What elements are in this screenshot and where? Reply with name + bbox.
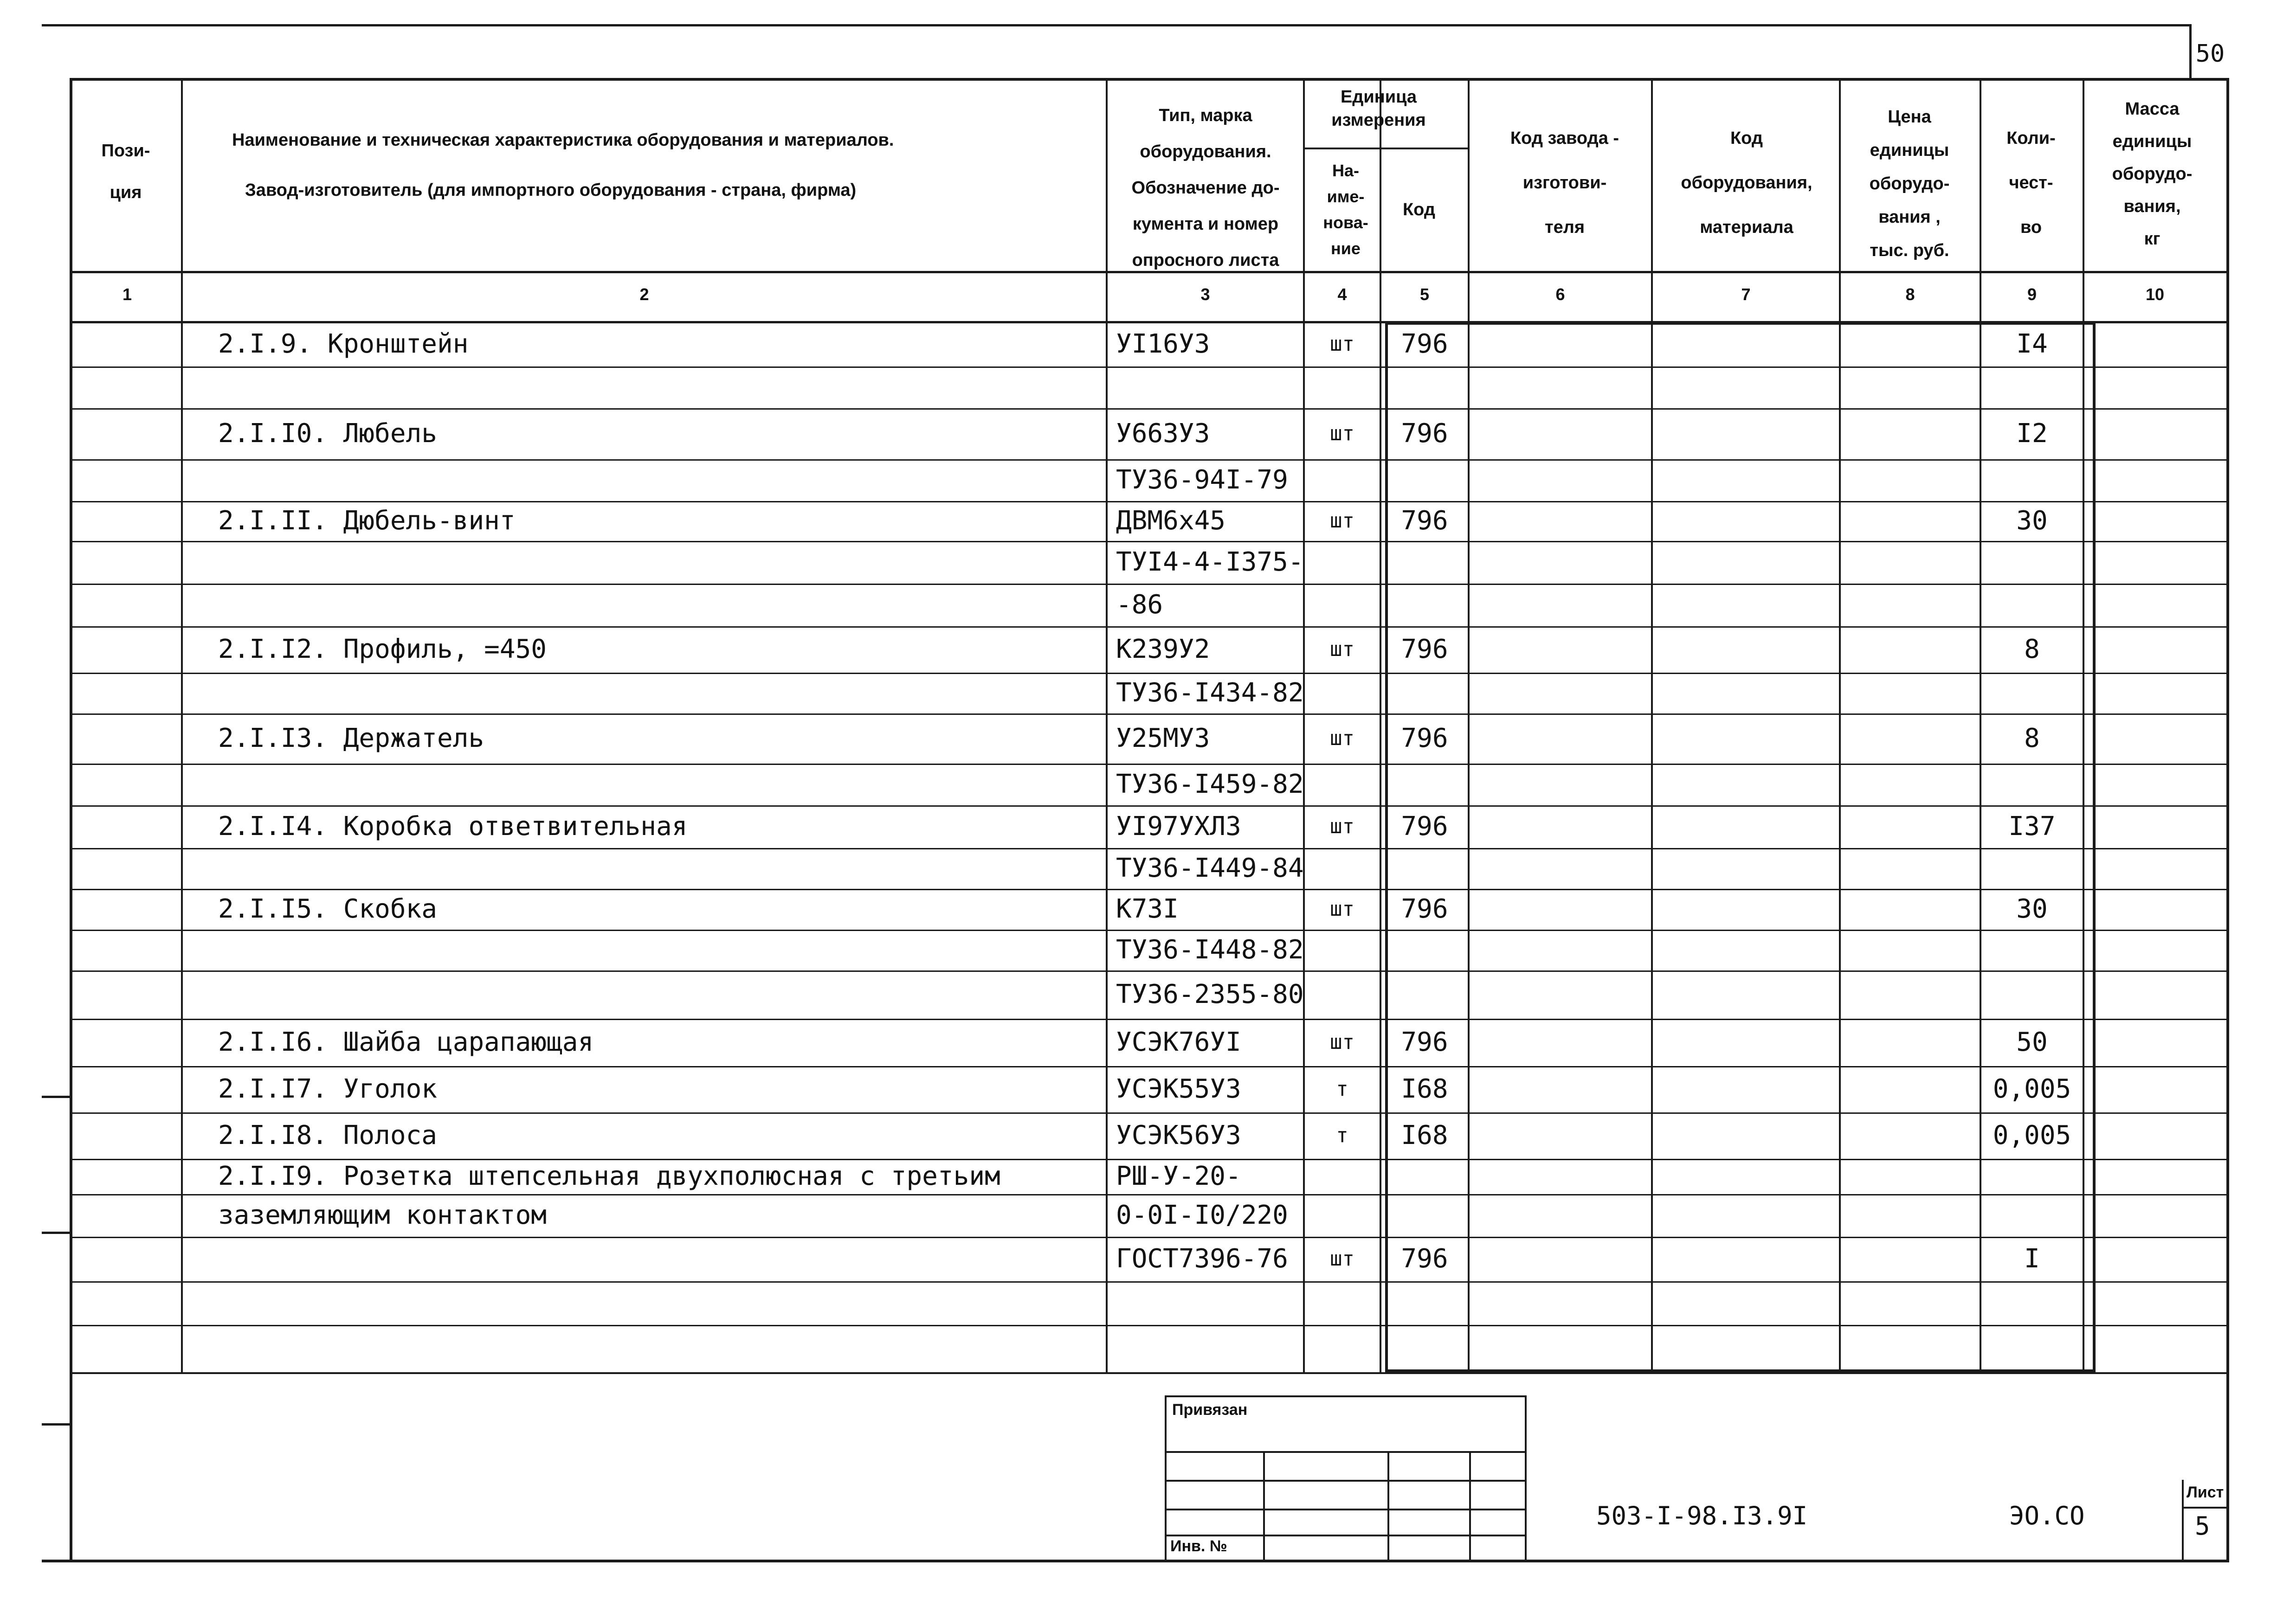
- row-divider: [70, 459, 2229, 461]
- row-type: ГОСТ7396-76: [1116, 1244, 1288, 1274]
- row-divider: [70, 1112, 2229, 1114]
- column-number: 1: [122, 285, 132, 304]
- stamp-inv-label: Инв. №: [1170, 1537, 1227, 1555]
- row-code: 796: [1401, 723, 1448, 753]
- header-mass: Масса единицы оборудо- вания, кг: [2112, 99, 2193, 249]
- header-factory-code: Код завода - изготови- теля: [1510, 128, 1619, 237]
- row-unit: шт: [1330, 726, 1354, 750]
- stamp-section: ЭО.СО: [2009, 1501, 2085, 1530]
- stamp-sheet-label: Лист: [2186, 1484, 2224, 1501]
- row-type: ТУ36-I434-82: [1116, 678, 1304, 708]
- row-unit: т: [1336, 1077, 1348, 1101]
- row-divider: [70, 1372, 2229, 1374]
- row-divider: [70, 805, 2229, 807]
- stamp-col-line: [1387, 1451, 1389, 1561]
- row-unit: шт: [1330, 422, 1354, 445]
- row-divider: [70, 366, 2229, 368]
- row-qty: 8: [2024, 723, 2040, 753]
- bold-block-border: [1385, 322, 2096, 325]
- row-qty: 30: [2016, 894, 2048, 924]
- stamp-row-line: [1165, 1535, 1527, 1536]
- margin-tick: [42, 1232, 71, 1234]
- row-qty: I37: [2008, 811, 2056, 842]
- sheet-box-mid: [2182, 1507, 2228, 1509]
- row-code: 796: [1401, 418, 1448, 449]
- row-divider: [70, 1159, 2229, 1160]
- row-divider: [70, 970, 2229, 972]
- row-code: I68: [1401, 1120, 1448, 1150]
- column-divider: [1106, 78, 1108, 1372]
- row-qty: I2: [2016, 418, 2048, 449]
- row-name: 2.I.I9. Розетка штепсельная двухполюсная с третьим: [218, 1161, 1000, 1191]
- row-type: УСЭК55У3: [1116, 1074, 1241, 1104]
- column-divider: [1839, 78, 1841, 1372]
- row-code: 796: [1401, 329, 1448, 359]
- frame-top-line: [42, 24, 2190, 26]
- row-type: УСЭК76УI: [1116, 1027, 1241, 1057]
- margin-tick: [42, 1096, 71, 1098]
- row-qty: 0,005: [1993, 1074, 2071, 1104]
- bold-block-border: [1385, 322, 1388, 1372]
- stamp-sheet-number: 5: [2195, 1511, 2210, 1541]
- row-type: К73I: [1116, 894, 1179, 924]
- stamp-col-line: [1263, 1451, 1265, 1561]
- header-quantity: Коли- чест- во: [2006, 128, 2056, 237]
- header-unit-name: На- име- нова- ние: [1323, 161, 1368, 258]
- column-number: 8: [1905, 285, 1915, 304]
- row-divider: [70, 1194, 2229, 1195]
- stamp-box-top: [1165, 1395, 1527, 1397]
- row-code: 796: [1401, 894, 1448, 924]
- row-unit: шт: [1330, 509, 1354, 533]
- row-name: 2.I.I2. Профиль, =450: [218, 634, 547, 664]
- row-divider: [70, 889, 2229, 890]
- row-type: ТУ36-I448-82: [1116, 935, 1304, 965]
- row-unit: шт: [1330, 332, 1354, 356]
- header-unit-group: Единица измерения: [1331, 87, 1426, 130]
- row-type: У663У3: [1116, 418, 1210, 449]
- row-unit: шт: [1330, 637, 1354, 661]
- row-type: ТУ36-94I-79: [1116, 465, 1288, 495]
- row-type: ТУI4-4-I375-: [1116, 547, 1304, 577]
- header-price: Цена единицы оборудо- вания , тыс. руб.: [1869, 107, 1950, 260]
- header-unit-code: Код: [1402, 200, 1436, 219]
- row-type: К239У2: [1116, 634, 1210, 664]
- row-divider: [70, 1325, 2229, 1326]
- column-number: 2: [639, 285, 649, 304]
- row-code: 796: [1401, 1027, 1448, 1057]
- stamp-row-line: [1165, 1480, 1527, 1482]
- row-type: РШ-У-20-: [1116, 1161, 1241, 1191]
- column-divider: [181, 78, 183, 1372]
- table-right-line: [2226, 78, 2229, 1562]
- row-type: УI97УХЛ3: [1116, 811, 1241, 842]
- row-name: 2.I.9. Кронштейн: [218, 329, 469, 359]
- row-divider: [70, 1066, 2229, 1067]
- table-top-line: [70, 78, 2227, 81]
- column-number: 7: [1741, 285, 1751, 304]
- row-type: У25МУ3: [1116, 723, 1210, 753]
- stamp-box-left: [1165, 1395, 1167, 1562]
- row-divider: [70, 930, 2229, 931]
- stamp-row-line: [1165, 1451, 1527, 1453]
- row-divider: [70, 764, 2229, 765]
- sheet-top-number: 50: [2195, 40, 2225, 68]
- stamp-box-right: [1525, 1395, 1527, 1562]
- stamp-bound-label: Привязан: [1172, 1401, 1248, 1419]
- row-name: 2.I.I4. Коробка ответвительная: [218, 811, 688, 842]
- header-position: Пози- ция: [101, 141, 150, 202]
- sheet-box-left: [2182, 1480, 2184, 1561]
- bold-block-border: [2093, 322, 2096, 1372]
- row-divider: [70, 1281, 2229, 1283]
- row-code: 796: [1401, 634, 1448, 664]
- sheet-number-box-left: [2189, 24, 2192, 80]
- header-name-line1: Наименование и техническая характеристика оборудования и материалов.: [232, 130, 894, 150]
- row-unit: шт: [1330, 1030, 1354, 1054]
- column-number: 9: [2027, 285, 2037, 304]
- row-name: 2.I.I6. Шайба царапающая: [218, 1027, 594, 1057]
- row-code: 796: [1401, 1244, 1448, 1274]
- row-name: 2.I.I3. Держатель: [218, 723, 484, 753]
- header-equipment-code: Код оборудования, материала: [1681, 128, 1812, 237]
- row-unit: шт: [1330, 1247, 1354, 1271]
- row-qty: 8: [2024, 634, 2040, 664]
- row-type: УI16У3: [1116, 329, 1210, 359]
- row-divider: [70, 408, 2229, 410]
- row-unit: т: [1336, 1124, 1348, 1147]
- column-number: 3: [1200, 285, 1210, 304]
- row-code: I68: [1401, 1074, 1448, 1104]
- row-type: -86: [1116, 590, 1163, 620]
- row-qty: I4: [2016, 329, 2048, 359]
- row-type: ДВМ6х45: [1116, 506, 1226, 536]
- row-code: 796: [1401, 811, 1448, 842]
- row-divider: [70, 713, 2229, 715]
- row-divider: [70, 541, 2229, 542]
- row-qty: I: [2024, 1244, 2040, 1274]
- row-type: ТУ36-I449-84: [1116, 853, 1304, 883]
- row-type: ТУ36-2355-80: [1116, 979, 1304, 1009]
- row-qty: 50: [2016, 1027, 2048, 1057]
- column-number: 4: [1337, 285, 1347, 304]
- column-number: 10: [2145, 285, 2165, 304]
- row-divider: [70, 501, 2229, 502]
- column-number: 6: [1555, 285, 1565, 304]
- margin-tick: [42, 1423, 71, 1426]
- row-qty: 30: [2016, 506, 2048, 536]
- header-type: Тип, марка оборудования. Обозначение до- кумента и номер опросного листа: [1131, 106, 1280, 270]
- stamp-row-line: [1165, 1509, 1527, 1510]
- row-name: заземляющим контактом: [218, 1200, 547, 1230]
- row-name: 2.I.II. Дюбель-винт: [218, 506, 516, 536]
- row-type: УСЭК56У3: [1116, 1120, 1241, 1150]
- row-unit: шт: [1330, 897, 1354, 921]
- row-divider: [70, 1237, 2229, 1238]
- column-divider: [1651, 78, 1653, 1372]
- row-divider: [70, 626, 2229, 628]
- row-qty: 0,005: [1993, 1120, 2071, 1150]
- row-divider: [70, 584, 2229, 585]
- unit-group-divider: [1304, 148, 1469, 149]
- row-unit: шт: [1330, 815, 1354, 838]
- stamp-document-code: 503-I-98.I3.9I: [1596, 1501, 1808, 1530]
- row-divider: [70, 673, 2229, 674]
- stamp-col-line: [1469, 1451, 1471, 1561]
- row-type: ТУ36-I459-82: [1116, 769, 1304, 799]
- row-divider: [70, 848, 2229, 849]
- row-divider: [70, 1019, 2229, 1020]
- row-name: 2.I.I5. Скобка: [218, 894, 438, 924]
- row-name: 2.I.I8. Полоса: [218, 1120, 438, 1150]
- table-bottom-line: [42, 1560, 2229, 1562]
- row-code: 796: [1401, 506, 1448, 536]
- header-name-line2: Завод-изготовитель (для импортного оборудования - страна, фирма): [245, 180, 857, 200]
- row-name: 2.I.I7. Уголок: [218, 1074, 438, 1104]
- column-number: 5: [1419, 285, 1430, 304]
- row-type: 0-0I-I0/220: [1116, 1200, 1288, 1230]
- row-name: 2.I.I0. Любель: [218, 418, 438, 449]
